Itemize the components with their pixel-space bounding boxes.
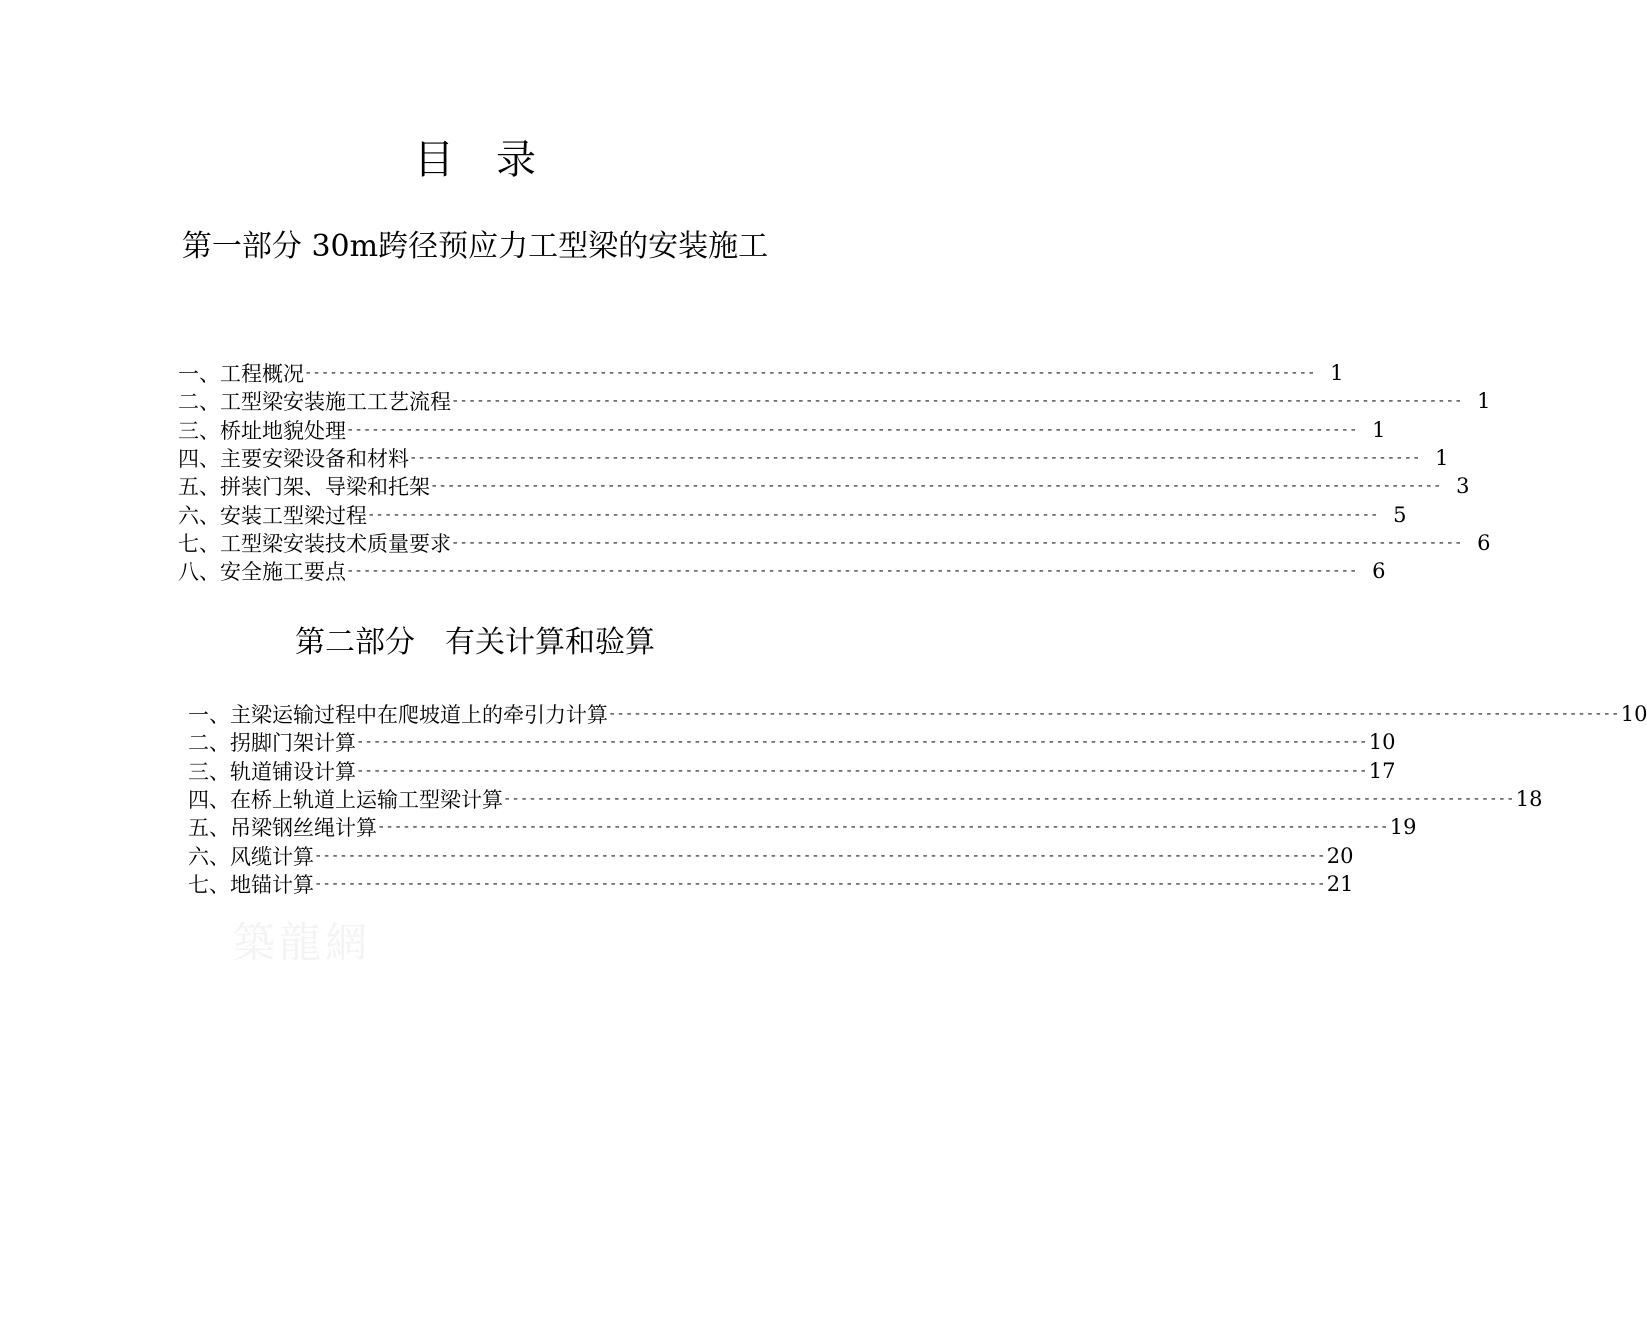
toc-entry-number: 七、 (188, 872, 230, 897)
dash-leader: ------------------------------------------------------------------------------------------------------------------------ (346, 421, 1358, 438)
toc-entry-title: 地锚计算 (230, 872, 314, 897)
toc-entry-page: 19 (1389, 815, 1417, 840)
dash-leader: ------------------------------------------------------------------------------------------------------------------------ (356, 734, 1368, 751)
toc-entry-number: 七、 (178, 531, 220, 556)
toc-entry-title: 工型梁安装施工工艺流程 (220, 390, 451, 415)
toc-entry-page: 1 (1372, 417, 1386, 442)
toc-entry[interactable] (188, 785, 1543, 813)
toc-entry[interactable] (178, 529, 1491, 557)
toc-entry-title: 拼装门架、导梁和托架 (220, 475, 430, 500)
toc-entry-number: 八、 (178, 560, 220, 585)
toc-entry-number: 四、 (188, 788, 230, 813)
dash-leader: ------------------------------------------------------------------------------------------------------------------------ (367, 506, 1379, 523)
toc-entry-title: 桥址地貌处理 (220, 418, 346, 443)
dash-leader: ------------------------------------------------------------------------------------------------------------------------ (451, 534, 1463, 551)
toc-entry[interactable] (178, 472, 1470, 500)
dash-leader: ------------------------------------------------------------------------------------------------------------------------ (314, 847, 1326, 864)
part1-heading: 第一部分 30m跨径预应力工型梁的安装施工 (181, 229, 769, 264)
toc-entry[interactable] (178, 557, 1386, 585)
watermark-logo: 築龍網 (233, 918, 372, 967)
toc-entry-title: 安全施工要点 (220, 560, 346, 585)
toc-entry-title: 主梁运输过程中在爬坡道上的牵引力计算 (230, 703, 608, 728)
toc-entry-page: 5 (1393, 502, 1407, 527)
dash-leader: ------------------------------------------------------------------------------------------------------------------------ (608, 706, 1620, 723)
dash-leader: ------------------------------------------------------------------------------------------------------------------------ (314, 875, 1326, 892)
toc-entry-page: 10 (1368, 730, 1396, 755)
toc-entry-page: 20 (1326, 843, 1354, 868)
toc-entry-number: 一、 (178, 362, 220, 387)
toc-entry[interactable] (188, 870, 1354, 898)
toc-entry-number: 三、 (178, 418, 220, 443)
toc-entry-title: 工程概况 (220, 362, 304, 387)
dash-leader: ------------------------------------------------------------------------------------------------------------------------ (409, 450, 1421, 467)
toc-entry-page: 6 (1372, 559, 1386, 584)
toc-entry[interactable] (178, 444, 1449, 472)
toc-entry-page: 1 (1330, 361, 1344, 386)
dash-leader: ------------------------------------------------------------------------------------------------------------------------ (346, 563, 1358, 580)
toc-entry-number: 二、 (178, 390, 220, 415)
toc-entry[interactable] (178, 416, 1386, 444)
toc-entry-title: 在桥上轨道上运输工型梁计算 (230, 788, 503, 813)
toc-entry[interactable] (188, 728, 1396, 756)
toc-entry-number: 五、 (188, 816, 230, 841)
page-title: 目录 (414, 137, 578, 183)
part2-heading: 第二部分 有关计算和验算 (295, 625, 655, 660)
toc-entry-number: 四、 (178, 447, 220, 472)
toc-entry-title: 拐脚门架计算 (230, 731, 356, 756)
toc-entry[interactable] (188, 841, 1354, 869)
dash-leader: ------------------------------------------------------------------------------------------------------------------------ (451, 393, 1463, 410)
dash-leader: ------------------------------------------------------------------------------------------------------------------------ (356, 762, 1368, 779)
dash-leader: ------------------------------------------------------------------------------------------------------------------------ (304, 365, 1316, 382)
toc-entry[interactable] (188, 813, 1417, 841)
toc-entry[interactable] (178, 387, 1491, 415)
toc-entry-page: 17 (1368, 758, 1396, 783)
toc-entry-number: 六、 (178, 503, 220, 528)
dash-leader: ------------------------------------------------------------------------------------------------------------------------ (430, 478, 1442, 495)
dash-leader: ------------------------------------------------------------------------------------------------------------------------ (377, 819, 1389, 836)
toc-entry-title: 工型梁安装技术质量要求 (220, 531, 451, 556)
toc-entry[interactable] (178, 359, 1344, 387)
toc-entry-title: 轨道铺设计算 (230, 759, 356, 784)
toc-entry-number: 三、 (188, 759, 230, 784)
toc-entry[interactable] (178, 500, 1407, 528)
toc-entry-title: 主要安梁设备和材料 (220, 447, 409, 472)
toc-entry-page: 21 (1326, 871, 1354, 896)
toc-entry-page: 1 (1435, 446, 1449, 471)
toc-entry-title: 风缆计算 (230, 844, 314, 869)
toc-entry-page: 18 (1515, 787, 1543, 812)
toc-part1 (178, 359, 1491, 585)
toc-entry-title: 吊梁钢丝绳计算 (230, 816, 377, 841)
toc-entry-page: 6 (1477, 530, 1491, 555)
toc-entry-number: 五、 (178, 475, 220, 500)
toc-part2 (188, 700, 1647, 898)
toc-entry[interactable] (188, 757, 1396, 785)
toc-entry[interactable] (188, 700, 1647, 728)
dash-leader: ------------------------------------------------------------------------------------------------------------------------ (503, 791, 1515, 808)
toc-entry-number: 六、 (188, 844, 230, 869)
toc-entry-number: 二、 (188, 731, 230, 756)
toc-entry-page: 3 (1456, 474, 1470, 499)
toc-entry-page: 10 (1620, 702, 1647, 727)
toc-entry-page: 1 (1477, 389, 1491, 414)
toc-entry-title: 安装工型梁过程 (220, 503, 367, 528)
toc-entry-number: 一、 (188, 703, 230, 728)
